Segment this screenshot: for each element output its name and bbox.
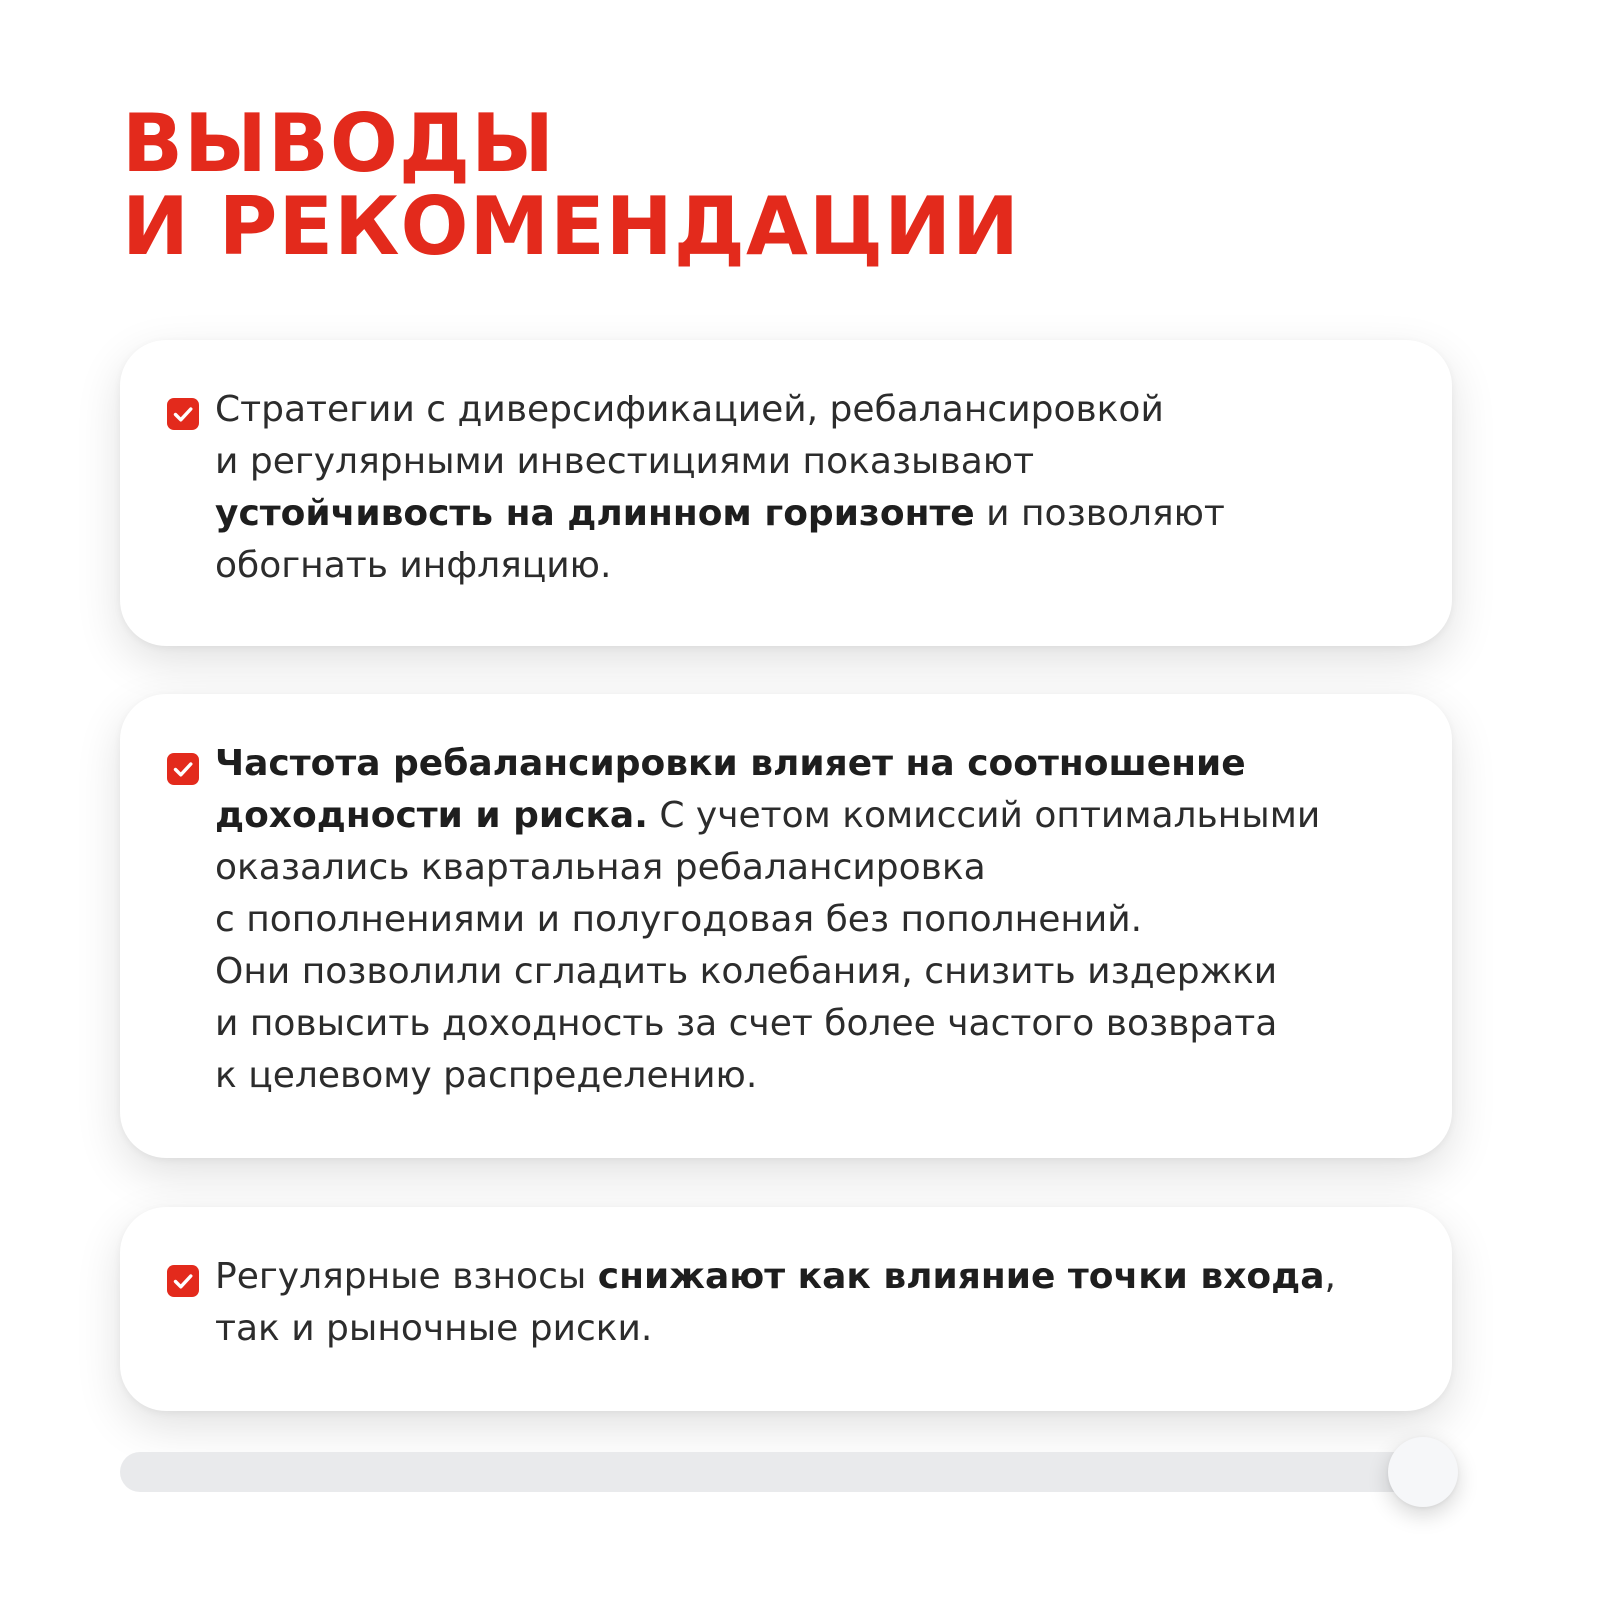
emphasis-text: доходности и риска. [215,795,648,836]
emphasis-text: устойчивость на длинном горизонте [215,493,975,534]
conclusion-card-3 [120,1207,1452,1411]
text-line [215,738,1422,790]
conclusion-card-1 [120,340,1452,646]
conclusion-text-3 [215,1251,1422,1355]
text-line: устойчивость на длинном горизонте и позволяют [215,493,1225,534]
conclusion-text-1 [215,384,1422,592]
checkbox-checked-icon [167,1265,199,1297]
text-line: и повысить доходность за счет более частого возврата [215,1003,1278,1044]
page-title [122,97,1020,273]
checkbox-checked-icon [167,398,199,430]
text-line: и регулярными инвестициями показывают [215,441,1035,482]
text-line: так и рыночные риски. [215,1308,653,1349]
text-line: Стратегии с диверсификацией, ребалансировкой [215,389,1164,430]
text-line: обогнать инфляцию. [215,545,612,586]
progress-track[interactable] [120,1452,1454,1492]
emphasis-text: Частота ребалансировки влияет на соотношение [215,743,1246,784]
title-line-1: ВЫВОДЫ [122,97,555,190]
conclusion-card-2 [120,694,1452,1158]
text-line: оказались квартальная ребалансировка [215,847,986,888]
conclusion-text-2 [215,738,1422,1102]
progress-handle[interactable] [1388,1437,1458,1507]
checkbox-checked-icon [167,753,199,785]
text-line: Они позволили сгладить колебания, снизить издержки [215,951,1278,992]
text-line: Регулярные взносы снижают как влияние точки входа, [215,1256,1336,1297]
emphasis-text: снижают как влияние точки входа [597,1256,1325,1297]
text-line: доходности и риска. С учетом комиссий оптимальными [215,795,1321,836]
title-line-2: И РЕКОМЕНДАЦИИ [122,180,1020,273]
text-line: с пополнениями и полугодовая без пополнений. [215,899,1143,940]
text-line: к целевому распределению. [215,1055,758,1096]
